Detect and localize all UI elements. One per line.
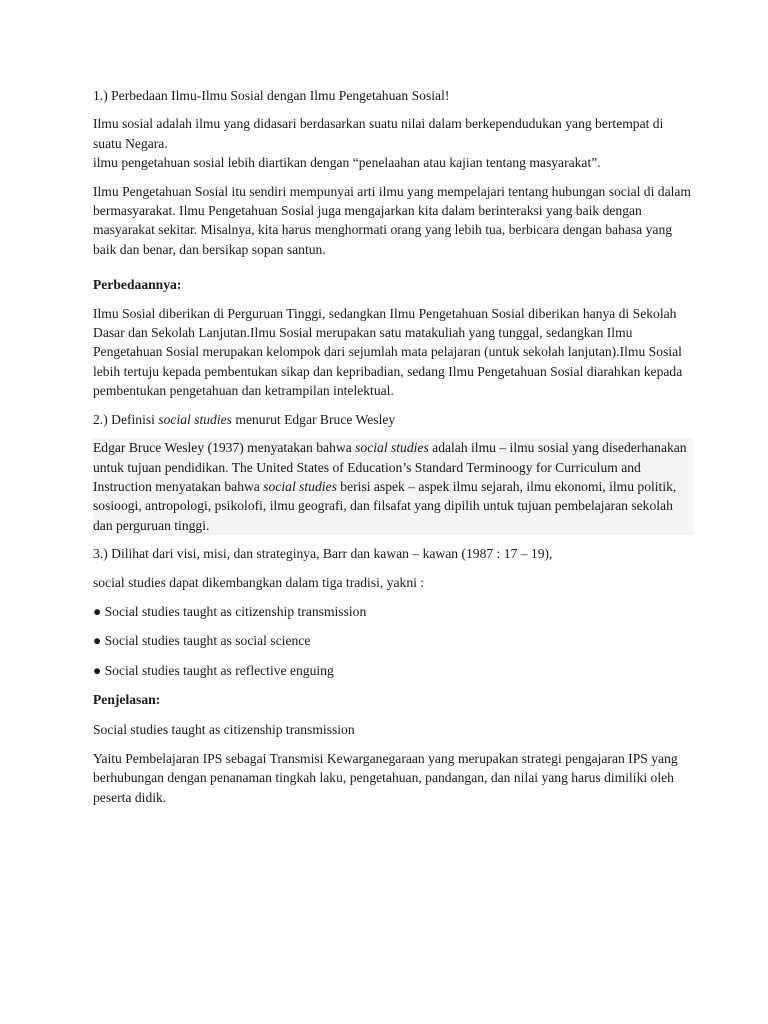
question-2-prefix: 2.) Definisi	[93, 411, 159, 427]
perbedaan-heading: Perbedaannya:	[93, 277, 182, 293]
bullet-item: ● Social studies taught as reflective enguing	[93, 662, 334, 678]
question-2-title	[93, 410, 693, 429]
document-body	[93, 86, 693, 816]
definition-ilmu-sosial: Ilmu sosial adalah ilmu yang didasari berdasarkan suatu nilai dalam berkependudukan yang bertempat di suatu Negara.	[93, 116, 664, 151]
bullet-item: ● Social studies taught as citizenship transmission	[93, 603, 367, 619]
penjelasan-subheading: Social studies taught as citizenship transmission	[93, 721, 355, 737]
penjelasan-heading: Penjelasan:	[93, 692, 161, 708]
wesley-italic-1: social studies	[355, 440, 429, 456]
question-1-title: 1.) Perbedaan Ilmu-Ilmu Sosial dengan Ilmu Pengetahuan Sosial!	[93, 88, 450, 103]
definition-ips: ilmu pengetahuan sosial lebih diartikan dengan “penelaahan atau kajian tentang masyarakat”.	[93, 155, 601, 171]
wesley-italic-2: social studies	[263, 478, 337, 494]
bullet-item: ● Social studies taught as social science	[93, 633, 311, 649]
ips-paragraph: Ilmu Pengetahuan Sosial itu sendiri mempunyai arti ilmu yang mempelajari tentang hubungan social di dalam bermasyarakat. Ilmu Pengetahuan Sosial juga mengajarkan kita dalam berinteraksi yang baik dengan masyarakat sekitar. Misalnya, kita harus menghormati orang yang lebih tua, berbicara dengan bahasa yang baik dan benar, dan bersikap sopan santun.	[93, 183, 691, 257]
question-3-intro: social studies dapat dikembangkan dalam tiga tradisi, yakni :	[93, 574, 425, 590]
perbedaan-paragraph: Ilmu Sosial diberikan di Perguruan Tinggi, sedangkan Ilmu Pengetahuan Sosial diberikan hanya di Sekolah Dasar dan Sekolah Lanjutan.Ilmu Sosial merupakan satu matakuliah yang tunggal, sedangkan Ilmu Pengetahuan Sosial merupakan kelompok dari sejumlah mata pelajaran (untuk sekolah lanjutan).Ilmu Sosial lebih tertuju kepada pembentukan sikap dan kepribadian, sedang Ilmu Pengetahuan Sosial diarahkan kepada pembentukan pengetahuan dan ketrampilan intelektual.	[93, 305, 683, 399]
question-3-title: 3.) Dilihat dari visi, misi, dan strateginya, Barr dan kawan – kawan (1987 : 17 – 19),	[93, 546, 553, 562]
question-2-italic: social studies	[158, 411, 232, 427]
wesley-paragraph	[93, 438, 693, 535]
wesley-part-2: adalah ilmu – ilmu sosial yang disederhanakan untuk tujuan pendidikan. The United States of Education’s Standard Terminoogy for Curriculum and Instruction menyatakan bahwa	[93, 440, 687, 494]
penjelasan-paragraph: Yaitu Pembelajaran IPS sebagai Transmisi Kewarganegaraan yang merupakan strategi pengajaran IPS yang berhubungan dengan penanaman tingkah laku, pengetahuan, pandangan, dan nilai yang harus dimiliki oleh peserta didik.	[93, 750, 678, 805]
wesley-part-3: berisi aspek – aspek ilmu sejarah, ilmu ekonomi, ilmu politik, sosioogi, antropologi, psikolofi, ilmu geografi, dan filsafat yang dipilih untuk tujuan pembelajaran sekolah dan perguruan tinggi.	[93, 478, 677, 533]
wesley-part-1: Edgar Bruce Wesley (1937) menyatakan bahwa	[93, 440, 356, 456]
question-2-suffix: menurut Edgar Bruce Wesley	[231, 411, 396, 427]
